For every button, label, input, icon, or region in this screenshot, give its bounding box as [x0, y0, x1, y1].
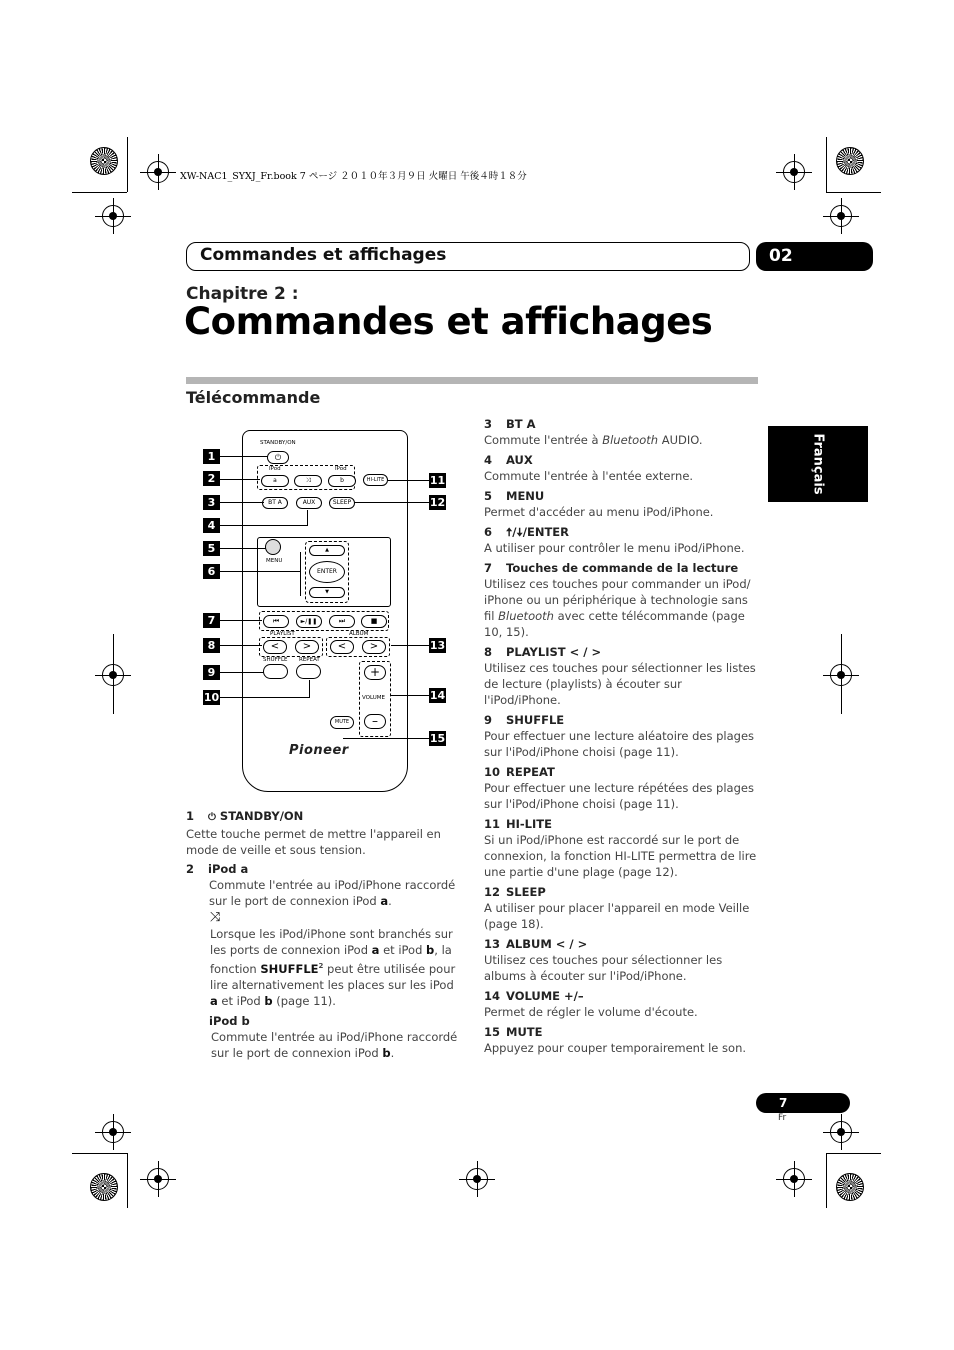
page-lang: Fr [778, 1113, 787, 1123]
playlist-prev-button: < [263, 640, 287, 654]
entry-body: A utiliser pour contrôler le menu iPod/iPhone. [484, 541, 745, 555]
entry-item [484, 816, 760, 880]
ipod-b-button: b [328, 475, 356, 487]
repeat-button [296, 664, 321, 679]
entry-title: SHUFFLE [506, 713, 565, 727]
entry-number: 12 [484, 885, 501, 899]
entry-number: 10 [484, 765, 501, 779]
entry-body: Permet de régler le volume d'écoute. [484, 1005, 698, 1019]
callout-9: 9 [203, 665, 220, 680]
shuffle-label: SHUFFLE [263, 657, 288, 663]
entry-number: 14 [484, 989, 501, 1003]
entry-title: AUX [506, 453, 533, 467]
enter-button: ENTER [309, 561, 345, 583]
page-title: Commandes et affichages [184, 300, 713, 343]
entry-title: iPod a [208, 862, 249, 876]
entry-number: 4 [484, 453, 493, 467]
up-button: ▲ [309, 545, 345, 556]
album-next-button: > [362, 640, 386, 654]
registration-mark-icon [830, 205, 852, 227]
registration-mark-icon [783, 1168, 805, 1190]
entry-item [484, 936, 760, 984]
playlist-next-button: > [295, 640, 319, 654]
registration-mark-icon [783, 161, 805, 183]
ipod-b-label: IPod [335, 466, 347, 472]
entry-number: 11 [484, 817, 501, 831]
entry-item [484, 416, 760, 448]
previous-button: ⏮ [263, 615, 289, 628]
entry-number: 15 [484, 1025, 501, 1039]
registration-mark-icon [466, 1168, 488, 1190]
entry-item [484, 524, 760, 556]
divider [186, 377, 758, 384]
power-icon: ⏻ [208, 812, 216, 823]
aux-button: AUX [296, 497, 322, 509]
page-number: 7 [756, 1093, 850, 1113]
entry-title: REPEAT [506, 765, 555, 779]
entry-body: A utiliser pour placer l'appareil en mode Veille (page 18). [484, 901, 750, 931]
entry-title: BT A [506, 417, 536, 431]
stop-button: ■ [361, 615, 387, 628]
shuffle-icon: ⤨ [210, 910, 221, 925]
mute-button: MUTE [330, 716, 354, 729]
power-icon: ⏻ [274, 453, 282, 462]
chapter-label: Chapitre 2 : [186, 284, 299, 304]
play-pause-button: ►/❚❚ [296, 615, 322, 628]
registration-mark-icon [147, 161, 169, 183]
shuffle2-button: ⤨ [294, 475, 322, 487]
entry-item [484, 884, 760, 932]
registration-mark-icon [102, 205, 124, 227]
right-column [484, 416, 760, 1060]
entry-number: 5 [484, 489, 493, 503]
entry-body: Cette touche permet de mettre l'appareil en mode de veille et sous tension. [186, 827, 441, 857]
entry-item [484, 764, 760, 812]
entry-number: 8 [484, 645, 493, 659]
entry-number: 1 [186, 809, 195, 823]
hilite-button: HI-LITE [363, 474, 388, 486]
album-prev-button: < [330, 640, 354, 654]
section-header-title: Commandes et affichages [200, 245, 447, 265]
volume-up-button: + [364, 665, 386, 680]
entry-number: 13 [484, 937, 501, 951]
repeat-label: REPEAT [299, 657, 320, 663]
entry-item [484, 1024, 760, 1056]
callout-15: 15 [429, 732, 446, 745]
album-label: ALBUM [349, 631, 369, 637]
standby-label: STANDBY/ON [260, 440, 296, 446]
sleep-button: SLEEP [329, 497, 355, 509]
entry-body: Utilisez ces touches pour commander un iPod/ iPhone ou un périphérique à technologie sans fil Bluetooth avec cette télécommande (page 10, 15). [484, 577, 751, 639]
entry-title: VOLUME +/– [506, 989, 584, 1003]
entry-body: Commute l'entrée à Bluetooth AUDIO. [484, 433, 703, 447]
entry-item [484, 988, 760, 1020]
volume-down-button: – [364, 714, 386, 729]
callout-6: 6 [203, 564, 220, 579]
volume-label: VOLUME [362, 695, 386, 701]
entry-title: MUTE [506, 1025, 543, 1039]
callout-12: 12 [429, 496, 446, 509]
registration-mark-icon [147, 1168, 169, 1190]
section-number: 02 [756, 242, 873, 271]
entry-body: Si un iPod/iPhone est raccordé sur le port de connexion, la fonction HI-LITE permettra de lire une partie d'une plage (page 12). [484, 833, 757, 879]
callout-8: 8 [203, 638, 220, 653]
callout-10: 10 [203, 691, 220, 704]
color-bar-icon [836, 1173, 864, 1201]
menu-button [265, 539, 281, 555]
entry-item [484, 560, 760, 640]
color-bar-icon [90, 1173, 118, 1201]
menu-label: MENU [266, 558, 283, 564]
registration-mark-icon [102, 1121, 124, 1143]
entry-ipod [186, 861, 464, 1061]
callout-13: 13 [429, 639, 446, 652]
ipod-a-label: IPod [269, 466, 281, 472]
callout-1: 1 [203, 449, 220, 464]
entry-body: Utilisez ces touches pour sélectionner les albums à écouter sur l'iPod/iPhone. [484, 953, 723, 983]
entry-title: HI-LITE [506, 817, 552, 831]
color-bar-icon [836, 147, 864, 175]
entry-body: Permet d'accéder au menu iPod/iPhone. [484, 505, 714, 519]
playlist-label: PLAYLIST [270, 631, 295, 637]
brand-logo: Pioneer [289, 743, 349, 758]
entry-number: 3 [484, 417, 493, 431]
entry-body: Appuyez pour couper temporairement le son. [484, 1041, 747, 1055]
entry-body: Commute l'entrée au iPod/iPhone raccordé sur le port de connexion iPod b. [211, 1029, 458, 1060]
entry-title: Touches de commande de la lecture [506, 561, 739, 575]
entry-body: Pour effectuer une lecture répétées des plages sur l'iPod/iPhone choisi (page 11). [484, 781, 754, 811]
entry-item [484, 712, 760, 760]
entry-body: Commute l'entrée au iPod/iPhone raccordé sur le port de connexion iPod a. [209, 878, 456, 908]
entry-standby [186, 808, 464, 858]
callout-5: 5 [203, 541, 220, 556]
entry-item [484, 488, 760, 520]
file-tag: XW-NAC1_SYXJ_Fr.book 7 ページ ２０１０年３月９日 火曜日 午後４時１８分 [180, 171, 527, 182]
callout-2: 2 [203, 471, 220, 486]
entry-body: Pour effectuer une lecture aléatoire des plages sur l'iPod/iPhone choisi (page 11). [484, 729, 755, 759]
ipod-a-button: a [261, 475, 289, 487]
entry-subtitle: iPod b [209, 1013, 250, 1028]
entry-body: Commute l'entrée à l'entée externe. [484, 469, 694, 483]
entry-number: 9 [484, 713, 493, 727]
color-bar-icon [90, 147, 118, 175]
entry-title: STANDBY/ON [219, 809, 304, 823]
callout-4: 4 [203, 518, 220, 533]
entry-title: SLEEP [506, 885, 546, 899]
callout-14: 14 [429, 689, 446, 702]
language-tab [768, 426, 868, 502]
shuffle-button [263, 664, 288, 679]
entry-number: 2 [186, 862, 195, 876]
entry-number: 7 [484, 561, 493, 575]
entry-title: 🠅/🠇/ENTER [506, 525, 570, 539]
entry-item [484, 452, 760, 484]
callout-11: 11 [429, 474, 446, 487]
bta-button: BT A [262, 497, 288, 509]
entry-title: ALBUM < / > [506, 937, 588, 951]
shuffle-body: Lorsque les iPod/iPhone sont branchés sur les ports de connexion iPod a et iPod b, la fonction SHUFFLE$^2$ peut être utilisée pour lire alternativement les places sur les iPod a et iPod b (page 11). [210, 927, 456, 1008]
callout-7: 7 [203, 613, 220, 628]
entry-item [484, 644, 760, 708]
callout-3: 3 [203, 495, 220, 510]
entry-title: MENU [506, 489, 545, 503]
entry-body: Utilisez ces touches pour sélectionner les listes de lecture (playlists) à écouter sur l'iPod/iPhone. [484, 661, 756, 707]
standby-button [267, 451, 289, 464]
down-button: ▼ [309, 587, 345, 598]
registration-mark-icon [830, 1121, 852, 1143]
next-button: ⏭ [329, 615, 355, 628]
entry-number: 6 [484, 525, 493, 539]
section-heading: Télécommande [186, 388, 321, 407]
language-tab-label: Français [810, 433, 826, 495]
entry-title: PLAYLIST < / > [506, 645, 602, 659]
